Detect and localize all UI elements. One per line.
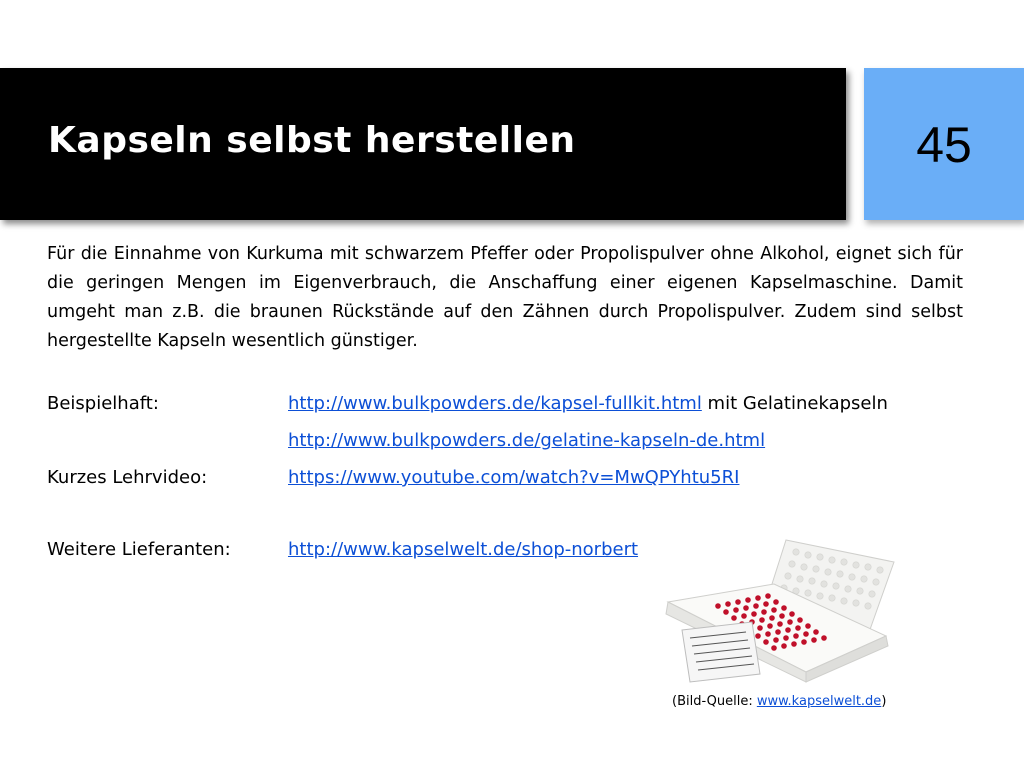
image-caption bbox=[672, 694, 886, 709]
suppliers-link[interactable]: http://www.kapselwelt.de/shop-norbert bbox=[288, 539, 639, 560]
suppliers-value bbox=[288, 539, 638, 560]
example-value-2 bbox=[288, 430, 765, 451]
capsule-machine-image bbox=[656, 532, 906, 692]
example-link[interactable]: http://www.bulkpowders.de/kapsel-fullkit.html bbox=[288, 393, 702, 414]
video-label: Kurzes Lehrvideo: bbox=[47, 467, 208, 488]
example-link-2[interactable]: http://www.bulkpowders.de/gelatine-kapseln-de.html bbox=[288, 430, 766, 451]
slide-title: Kapseln selbst herstellen bbox=[48, 120, 576, 161]
example-label: Beispielhaft: bbox=[47, 393, 159, 414]
caption-prefix: (Bild-Quelle: bbox=[672, 694, 757, 709]
example-suffix: mit Gelatinekapseln bbox=[701, 393, 888, 414]
slide-number: 45 bbox=[916, 117, 972, 173]
suppliers-label: Weitere Lieferanten: bbox=[47, 539, 231, 560]
video-value bbox=[288, 467, 739, 488]
video-link[interactable]: https://www.youtube.com/watch?v=MwQPYhtu5RI bbox=[288, 467, 740, 488]
intro-paragraph: Für die Einnahme von Kurkuma mit schwarzem Pfeffer oder Propolispulver ohne Alkohol, eignet sich für die geringen Mengen im Eigenverbrauch, die Anschaffung einer eigenen Kapselmaschine. Damit umgeht man z.B. die braunen Rückstände auf den Zähnen durch Propolispulver. Zudem sind selbst hergestellte Kapseln wesentlich günstiger. bbox=[47, 244, 963, 351]
example-value bbox=[288, 393, 888, 414]
caption-link[interactable]: www.kapselwelt.de bbox=[756, 694, 882, 709]
caption-suffix: ) bbox=[881, 694, 887, 709]
